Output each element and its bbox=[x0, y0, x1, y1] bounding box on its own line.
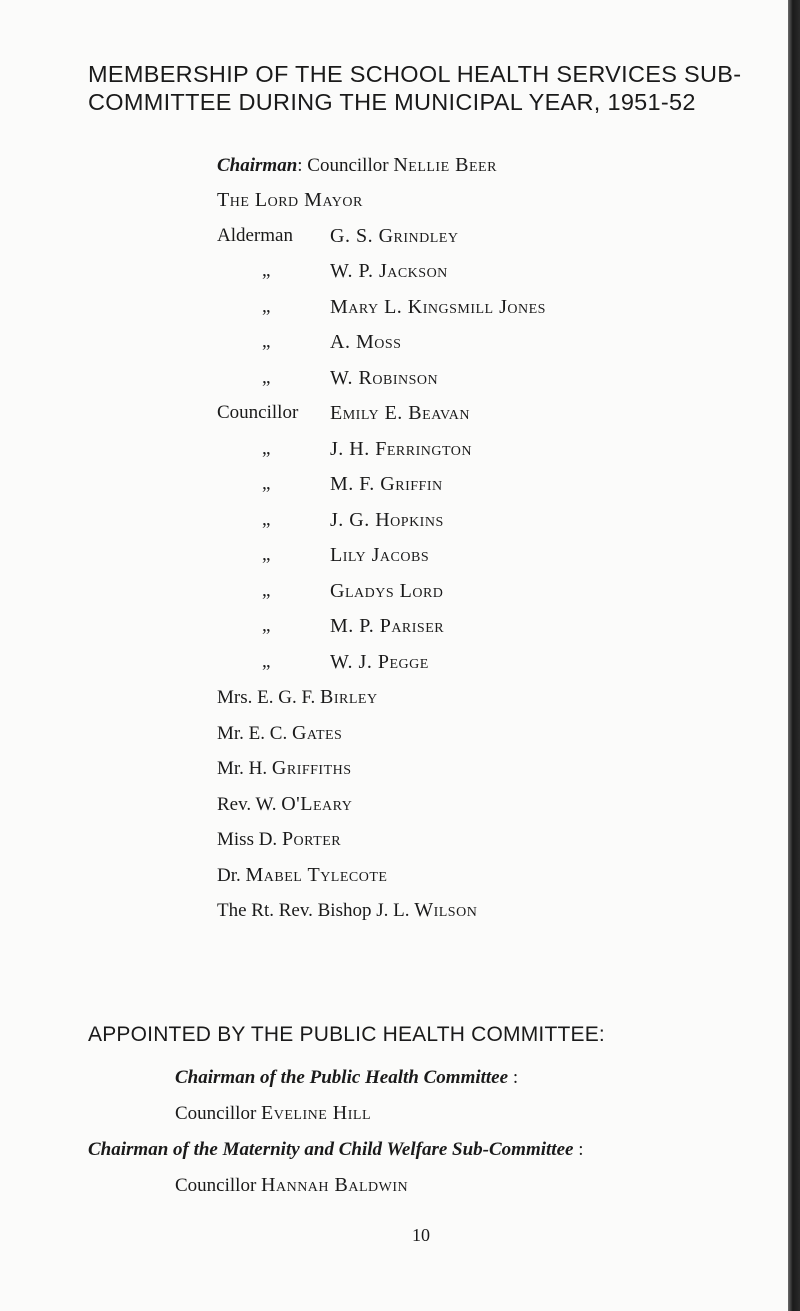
member-row bbox=[0, 295, 800, 321]
member-name: Wilson bbox=[414, 899, 478, 921]
member-name: W. P. Jackson bbox=[330, 260, 448, 282]
member-title: Mr. E. C. bbox=[217, 723, 288, 744]
member-name: Gladys Lord bbox=[330, 580, 444, 602]
appointed-role-2 bbox=[88, 1138, 583, 1162]
chairman-title: Councillor bbox=[307, 155, 389, 176]
appointed-person-2 bbox=[175, 1173, 408, 1198]
role-title: Chairman of the Public Health Committee bbox=[175, 1067, 509, 1088]
ditto-mark: „ bbox=[262, 509, 271, 530]
member-title: Mr. H. bbox=[217, 758, 268, 779]
member-rank: Alderman bbox=[217, 225, 293, 246]
other-member-row bbox=[217, 863, 387, 888]
appointed-role-1 bbox=[175, 1066, 518, 1090]
other-member-row bbox=[217, 756, 352, 781]
member-row bbox=[0, 472, 800, 498]
page-number: 10 bbox=[412, 1225, 430, 1245]
member-row bbox=[0, 401, 800, 427]
page-title-line-2: COMMITTEE DURING THE MUNICIPAL YEAR, 1951-52 bbox=[88, 89, 696, 115]
chairman-name: Nellie Beer bbox=[393, 154, 497, 176]
chairman-label: Chairman bbox=[217, 155, 298, 176]
member-name: The Lord Mayor bbox=[217, 189, 363, 211]
role-title: Chairman of the Maternity and Child Welfare Sub-Committee bbox=[88, 1139, 574, 1160]
member-row bbox=[0, 614, 800, 640]
member-name: Emily E. Beavan bbox=[330, 402, 471, 424]
ditto-mark: „ bbox=[262, 296, 271, 317]
member-row bbox=[0, 650, 800, 676]
member-name: Porter bbox=[281, 828, 342, 850]
appointed-person-1 bbox=[175, 1101, 371, 1126]
member-title: Rev. W. bbox=[217, 794, 277, 815]
member-row bbox=[0, 188, 800, 214]
ditto-mark: „ bbox=[262, 331, 271, 352]
member-name: Griffiths bbox=[271, 757, 352, 779]
ditto-mark: „ bbox=[262, 473, 271, 494]
member-name: J. G. Hopkins bbox=[330, 509, 444, 531]
member-row bbox=[0, 366, 800, 392]
member-row bbox=[0, 543, 800, 569]
role-sep: : bbox=[512, 1067, 519, 1088]
member-title: The Rt. Rev. Bishop J. L. bbox=[217, 900, 410, 921]
ditto-mark: „ bbox=[262, 651, 271, 672]
member-name: M. F. Griffin bbox=[330, 473, 443, 495]
member-name: Gates bbox=[291, 722, 343, 744]
ditto-mark: „ bbox=[262, 580, 271, 601]
ditto-mark: „ bbox=[262, 544, 271, 565]
member-name: W. Robinson bbox=[330, 367, 439, 389]
member-name: Mabel Tylecote bbox=[245, 864, 388, 886]
member-row bbox=[0, 579, 800, 605]
member-row bbox=[0, 259, 800, 285]
person-name: Hannah Baldwin bbox=[261, 1174, 409, 1196]
member-name: O'Leary bbox=[281, 793, 353, 815]
person-title: Councillor bbox=[175, 1103, 257, 1124]
page-title-line-1: MEMBERSHIP OF THE SCHOOL HEALTH SERVICES SUB- bbox=[88, 61, 742, 87]
person-title: Councillor bbox=[175, 1175, 257, 1196]
ditto-mark: „ bbox=[262, 438, 271, 459]
other-member-row bbox=[217, 827, 341, 852]
member-row bbox=[0, 437, 800, 463]
member-name: A. Moss bbox=[330, 331, 402, 353]
member-title: Mrs. E. G. F. bbox=[217, 687, 316, 708]
chairman-row bbox=[217, 153, 497, 178]
other-member-row bbox=[217, 721, 342, 746]
member-title: Dr. bbox=[217, 865, 241, 886]
ditto-mark: „ bbox=[262, 260, 271, 281]
member-title: Miss D. bbox=[217, 829, 278, 850]
appointed-heading: APPOINTED BY THE PUBLIC HEALTH COMMITTEE: bbox=[88, 1023, 605, 1046]
member-row bbox=[0, 224, 800, 250]
role-sep: : bbox=[578, 1139, 584, 1160]
member-name: J. H. Ferrington bbox=[330, 438, 472, 460]
other-member-row bbox=[217, 792, 352, 817]
member-name: W. J. Pegge bbox=[330, 651, 429, 673]
ditto-mark: „ bbox=[262, 615, 271, 636]
person-name: Eveline Hill bbox=[261, 1102, 371, 1124]
member-row bbox=[0, 508, 800, 534]
member-name: Lily Jacobs bbox=[330, 544, 430, 566]
member-name: M. P. Pariser bbox=[330, 615, 445, 637]
other-member-row bbox=[217, 898, 477, 923]
member-name: Mary L. Kingsmill Jones bbox=[330, 296, 546, 318]
member-rank: Councillor bbox=[217, 402, 299, 423]
member-row bbox=[0, 330, 800, 356]
chairman-sep: : bbox=[297, 155, 303, 176]
page-title bbox=[88, 60, 778, 116]
member-name: G. S. Grindley bbox=[330, 225, 459, 247]
ditto-mark: „ bbox=[262, 367, 271, 388]
member-name: Birley bbox=[320, 686, 378, 708]
other-member-row bbox=[217, 685, 378, 710]
